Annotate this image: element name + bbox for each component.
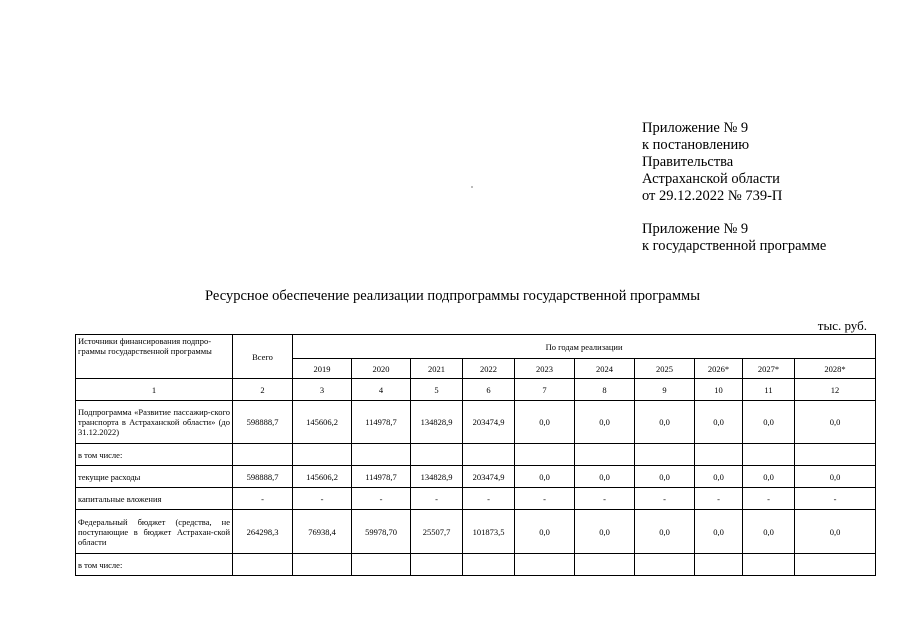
cell-value: - [635,488,695,510]
cell-value [233,554,293,576]
cell-value: - [515,488,575,510]
cell-value: - [411,488,463,510]
cell-value: - [575,488,635,510]
year-header: 2025 [635,359,695,379]
cell-value: 598888,7 [233,401,293,444]
table-row [76,554,876,576]
appendix-line: Приложение № 9 [642,120,749,136]
cell-value: 145606,2 [293,401,352,444]
cell-value [411,444,463,466]
row-label: капитальные вложения [76,488,233,510]
year-header: 2023 [515,359,575,379]
cell-value: 0,0 [635,466,695,488]
cell-value: 0,0 [795,401,876,444]
cell-value: 134828,9 [411,401,463,444]
cell-value [293,444,352,466]
cell-value: 101873,5 [463,510,515,554]
cell-value: 0,0 [635,510,695,554]
cell-value [635,554,695,576]
cell-value: 0,0 [575,510,635,554]
cell-value: - [352,488,411,510]
cell-value [352,554,411,576]
document-title: Ресурсное обеспечение реализации подпрограммы государственной программы [205,288,700,304]
year-header: 2024 [575,359,635,379]
cell-value: 0,0 [635,401,695,444]
cell-value: - [463,488,515,510]
cell-value [352,444,411,466]
cell-value [233,444,293,466]
cell-value: - [293,488,352,510]
appendix-line: от 29.12.2022 № 739-П [642,188,783,204]
cell-value: 0,0 [743,510,795,554]
table-row [76,510,876,554]
cell-value: 59978,70 [352,510,411,554]
cell-value: 0,0 [695,510,743,554]
cell-value: 0,0 [515,510,575,554]
cell-value: 0,0 [795,466,876,488]
units-label: тыс. руб. [817,318,867,333]
cell-value: 114978,7 [352,466,411,488]
year-header: 2027* [743,359,795,379]
cell-value [463,444,515,466]
row-label: Федеральный бюджет (средства, не поступающие в бюджет Астрахан-ской области [76,510,233,554]
header-years-group: По годам реализации [293,335,876,359]
resource-table [75,334,876,576]
year-header: 2019 [293,359,352,379]
cell-value: 76938,4 [293,510,352,554]
cell-value: 264298,3 [233,510,293,554]
cell-value [515,554,575,576]
column-number: 4 [352,379,411,401]
column-number: 5 [411,379,463,401]
cell-value: 145606,2 [293,466,352,488]
column-number: 10 [695,379,743,401]
cell-value: 0,0 [695,466,743,488]
appendix-line: Правительства [642,154,734,170]
cell-value [795,444,876,466]
appendix-line: Астраханской области [642,171,780,187]
appendix-line: Приложение № 9 [642,221,749,237]
cell-value [575,554,635,576]
header-source: Источники финансирования подпро-граммы государственной программы [76,335,233,379]
row-label: текущие расходы [76,466,233,488]
cell-value: - [795,488,876,510]
row-label: Подпрограмма «Развитие пассажир-ского транспорта в Астраханской области» (до 31.12.2022) [76,401,233,444]
column-number: 7 [515,379,575,401]
cell-value: 0,0 [575,466,635,488]
table-row [76,401,876,444]
cell-value [575,444,635,466]
cell-value [695,554,743,576]
cell-value: 0,0 [515,466,575,488]
column-number: 9 [635,379,695,401]
cell-value: 203474,9 [463,401,515,444]
table-row [76,488,876,510]
column-number: 6 [463,379,515,401]
scan-speck [471,186,473,188]
cell-value [695,444,743,466]
cell-value: 25507,7 [411,510,463,554]
cell-value: 0,0 [743,401,795,444]
row-label: в том числе: [76,554,233,576]
year-header: 2021 [411,359,463,379]
year-header: 2020 [352,359,411,379]
cell-value: 0,0 [743,466,795,488]
cell-value: 0,0 [515,401,575,444]
column-number: 1 [76,379,233,401]
year-header: 2028* [795,359,876,379]
cell-value [795,554,876,576]
cell-value [635,444,695,466]
year-header: 2026* [695,359,743,379]
cell-value [411,554,463,576]
cell-value: 0,0 [575,401,635,444]
column-number: 3 [293,379,352,401]
row-label: в том числе: [76,444,233,466]
year-header: 2022 [463,359,515,379]
appendix-line: к постановлению [642,137,750,153]
cell-value: 114978,7 [352,401,411,444]
cell-value [743,554,795,576]
cell-value: 134828,9 [411,466,463,488]
cell-value [293,554,352,576]
cell-value: 598888,7 [233,466,293,488]
cell-value: 0,0 [795,510,876,554]
column-number-row [76,379,876,401]
cell-value [463,554,515,576]
column-number: 2 [233,379,293,401]
cell-value: - [695,488,743,510]
table-row [76,444,876,466]
appendix-program-block [642,221,826,255]
cell-value [743,444,795,466]
column-number: 11 [743,379,795,401]
cell-value: - [233,488,293,510]
cell-value: - [743,488,795,510]
table-row [76,466,876,488]
cell-value: 203474,9 [463,466,515,488]
cell-value [515,444,575,466]
cell-value: 0,0 [695,401,743,444]
column-number: 8 [575,379,635,401]
appendix-decree-block [642,120,782,205]
appendix-line: к государственной программе [642,238,827,254]
header-total: Всего [233,335,293,379]
column-number: 12 [795,379,876,401]
